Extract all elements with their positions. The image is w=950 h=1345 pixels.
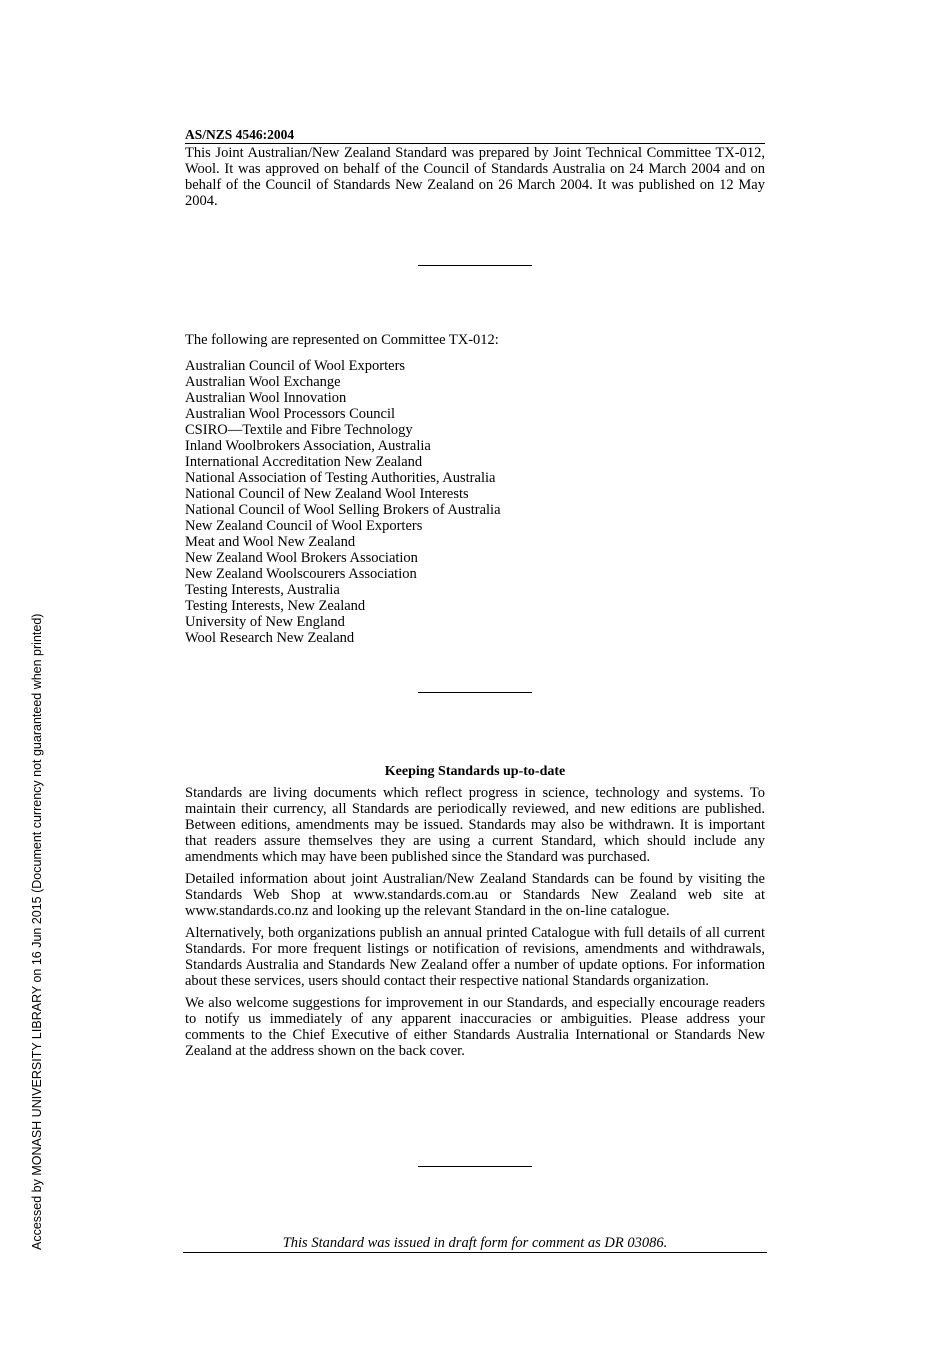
committee-member: New Zealand Wool Brokers Association	[185, 550, 418, 566]
intro-paragraph: This Joint Australian/New Zealand Standard was prepared by Joint Technical Committee TX-012, Wool. It was approved on behalf of the Council of Standards Australia on 24 March 2004 and on behalf of the Council of Standards New Zealand on 26 March 2004. It was published on 12 May 2004.	[185, 145, 765, 209]
body-paragraph: Standards are living documents which reflect progress in science, technology and systems. To maintain their currency, all Standards are periodically reviewed, and new editions are published. Between editions, amendments may be issued. Standards may also be withdrawn. It is important that readers assure themselves they are using a current Standard, which should include any amendments which may have been published since the Standard was purchased.	[185, 785, 765, 865]
draft-note: This Standard was issued in draft form for comment as DR 03086.	[282, 1235, 668, 1251]
section-divider-2	[418, 692, 532, 693]
committee-member: Meat and Wool New Zealand	[185, 534, 356, 550]
committee-member: National Council of Wool Selling Brokers of Australia	[185, 502, 501, 518]
committee-member: International Accreditation New Zealand	[185, 454, 423, 470]
section-body	[185, 785, 765, 1065]
body-paragraph: Detailed information about joint Australian/New Zealand Standards can be found by visiting the Standards Web Shop at www.standards.com.au or Standards New Zealand web site at www.standards.co.nz and looking up the relevant Standard in the on-line catalogue.	[185, 871, 765, 919]
committee-member: Australian Wool Innovation	[185, 390, 347, 406]
committee-member: National Association of Testing Authorities, Australia	[185, 470, 496, 486]
footer-rule	[183, 1252, 767, 1253]
committee-member: Testing Interests, New Zealand	[185, 598, 366, 614]
body-paragraph: We also welcome suggestions for improvement in our Standards, and especially encourage readers to notify us immediately of any apparent inaccuracies or ambiguities. Please address your comments to the Chief Executive of either Standards Australia International or Standards New Zealand at the address shown on the back cover.	[185, 995, 765, 1059]
access-watermark: Accessed by MONASH UNIVERSITY LIBRARY on 16 Jun 2015 (Document currency not guaranteed when printed)	[30, 613, 44, 1250]
committee-member: New Zealand Council of Wool Exporters	[185, 518, 423, 534]
committee-member: Australian Wool Exchange	[185, 374, 341, 390]
section-divider-1	[418, 265, 532, 266]
committee-member: Inland Woolbrokers Association, Australia	[185, 438, 431, 454]
committee-member: Wool Research New Zealand	[185, 630, 355, 646]
committee-member: University of New England	[185, 614, 345, 630]
standard-identifier: AS/NZS 4546:2004	[185, 127, 295, 142]
committee-lead: The following are represented on Committee TX-012:	[185, 332, 499, 348]
section-heading: Keeping Standards up-to-date	[384, 764, 566, 779]
committee-member: Testing Interests, Australia	[185, 582, 340, 598]
committee-member: National Council of New Zealand Wool Interests	[185, 486, 469, 502]
committee-member: New Zealand Woolscourers Association	[185, 566, 417, 582]
committee-member: Australian Wool Processors Council	[185, 406, 396, 422]
body-paragraph: Alternatively, both organizations publish an annual printed Catalogue with full details of all current Standards. For more frequent listings or notification of revisions, amendments and withdrawals, Standards Australia and Standards New Zealand offer a number of update options. For information about these services, users should contact their respective national Standards organization.	[185, 925, 765, 989]
committee-member: Australian Council of Wool Exporters	[185, 358, 406, 374]
section-divider-3	[418, 1166, 532, 1167]
committee-member: CSIRO—Textile and Fibre Technology	[185, 422, 413, 438]
committee-member-list	[185, 358, 501, 646]
header-rule	[185, 143, 765, 144]
